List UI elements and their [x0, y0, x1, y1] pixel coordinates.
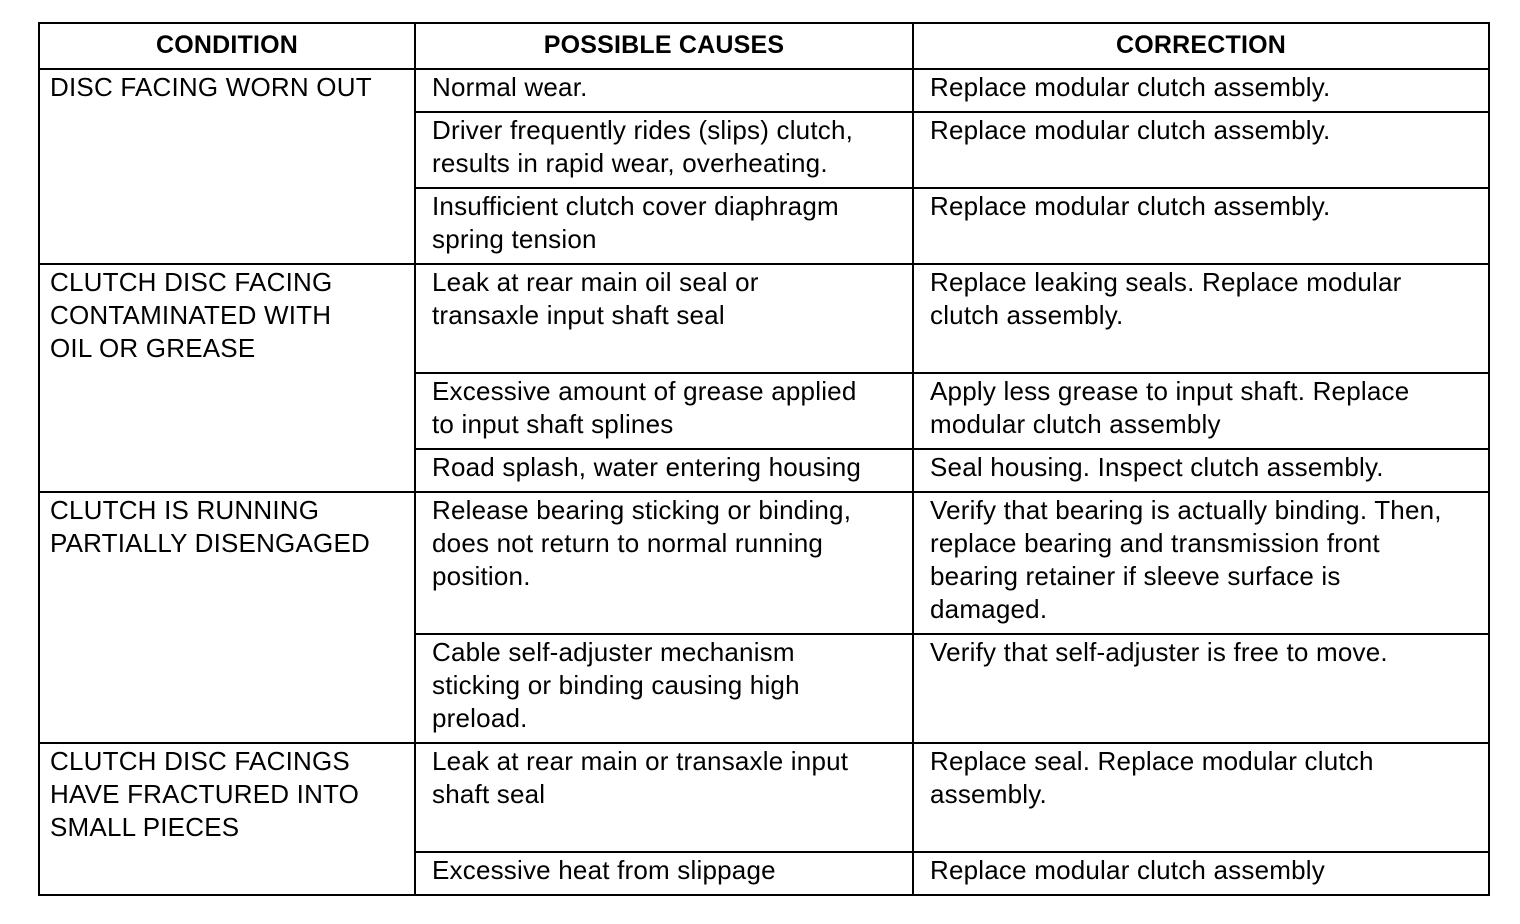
cause-cell: Road splash, water entering housing: [415, 449, 913, 492]
cause-cell: Excessive amount of grease applied to input shaft splines: [415, 373, 913, 449]
condition-cell: DISC FACING WORN OUT: [39, 69, 415, 264]
condition-cell: CLUTCH IS RUNNING PARTIALLY DISENGAGED: [39, 492, 415, 743]
correction-cell: Replace modular clutch assembly: [913, 852, 1489, 895]
cause-cell: Leak at rear main oil seal or transaxle input shaft seal: [415, 264, 913, 373]
table-row: [39, 492, 1489, 634]
header-possible-causes: POSSIBLE CAUSES: [415, 23, 913, 69]
header-correction: CORRECTION: [913, 23, 1489, 69]
cause-cell: Normal wear.: [415, 69, 913, 112]
table-row: [39, 264, 1489, 373]
correction-cell: Verify that bearing is actually binding. Then, replace bearing and transmission front bearing retainer if sleeve surface is damaged.: [913, 492, 1489, 634]
correction-cell: Replace modular clutch assembly.: [913, 69, 1489, 112]
header-row: [39, 23, 1489, 69]
correction-cell: Replace leaking seals. Replace modular clutch assembly.: [913, 264, 1489, 373]
condition-cell: CLUTCH DISC FACING CONTAMINATED WITH OIL OR GREASE: [39, 264, 415, 492]
table-row: [39, 743, 1489, 852]
cause-cell: Driver frequently rides (slips) clutch, results in rapid wear, overheating.: [415, 112, 913, 188]
cause-cell: Insufficient clutch cover diaphragm spring tension: [415, 188, 913, 264]
cause-cell: Release bearing sticking or binding, does not return to normal running position.: [415, 492, 913, 634]
table-row: [39, 69, 1489, 112]
cause-cell: Cable self-adjuster mechanism sticking or binding causing high preload.: [415, 634, 913, 743]
correction-cell: Replace modular clutch assembly.: [913, 112, 1489, 188]
cause-cell: Excessive heat from slippage: [415, 852, 913, 895]
cause-cell: Leak at rear main or transaxle input shaft seal: [415, 743, 913, 852]
diagnosis-table: [38, 22, 1490, 896]
correction-cell: Apply less grease to input shaft. Replace modular clutch assembly: [913, 373, 1489, 449]
correction-cell: Replace modular clutch assembly.: [913, 188, 1489, 264]
correction-cell: Seal housing. Inspect clutch assembly.: [913, 449, 1489, 492]
correction-cell: Verify that self-adjuster is free to move.: [913, 634, 1489, 743]
correction-cell: Replace seal. Replace modular clutch assembly.: [913, 743, 1489, 852]
condition-cell: CLUTCH DISC FACINGS HAVE FRACTURED INTO SMALL PIECES: [39, 743, 415, 895]
header-condition: CONDITION: [39, 23, 415, 69]
